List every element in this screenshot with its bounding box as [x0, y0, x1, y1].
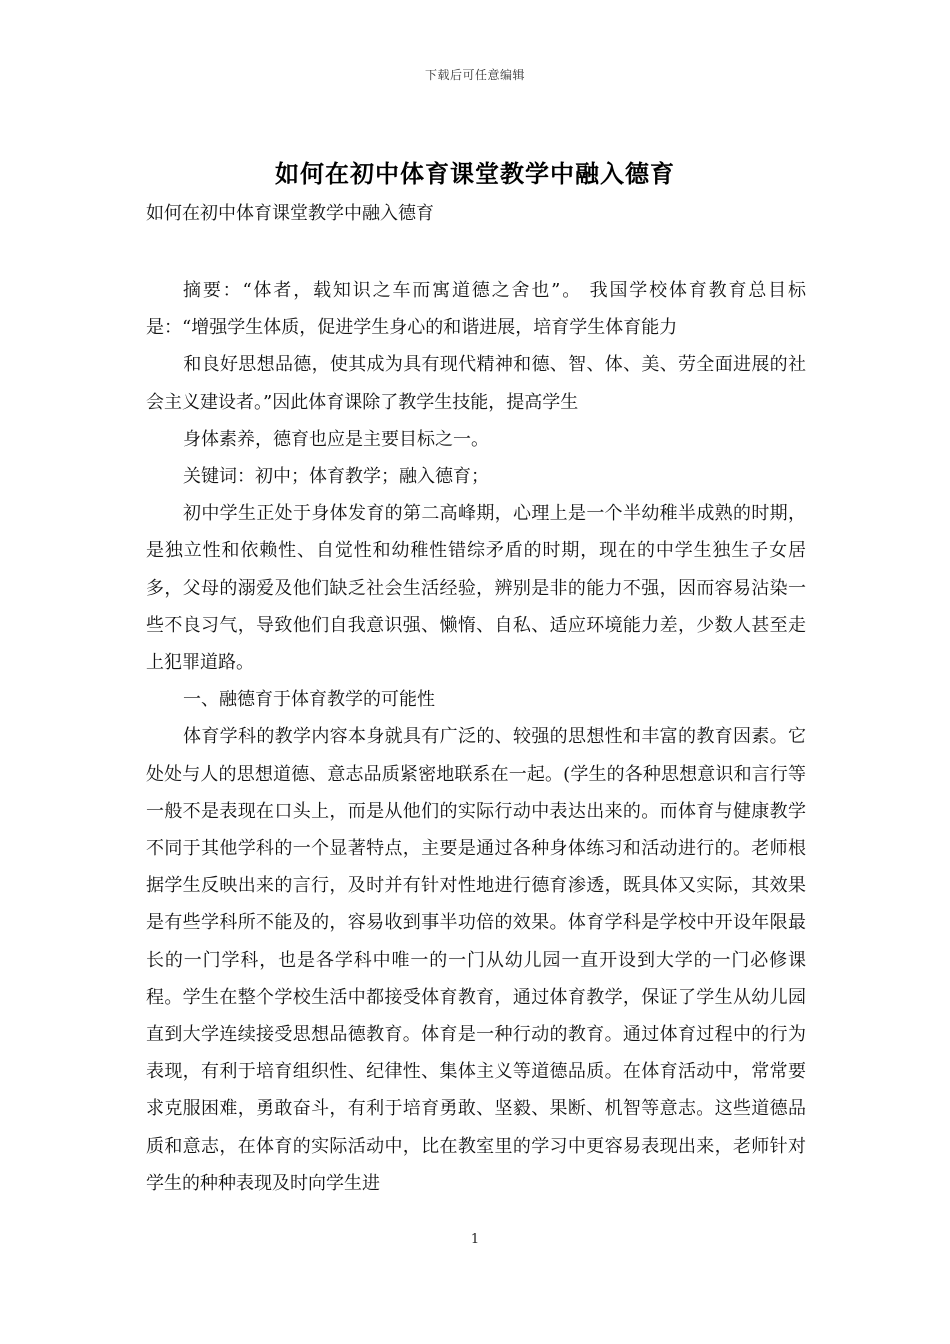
document-body	[146, 272, 806, 1202]
body-paragraph: 体育学科的教学内容本身就具有广泛的、较强的思想性和丰富的教育因素。它处处与人的思想道德、意志品质紧密地联系在一起。(学生的各种思想意识和言行等一般不是表现在口头上，而是从他们的实际行动中表达出来的。而体育与健康教学不同于其他学科的一个显著特点，主要是通过各种身体练习和活动进行的。老师根据学生反映出来的言行，及时并有针对性地进行德育渗透，既具体又实际，其效果是有些学科所不能及的，容易收到事半功倍的效果。体育学科是学校中开设年限最长的一门学科，也是各学科中唯一的一门从幼儿园一直开设到大学的一门必修课程。学生在整个学校生活中都接受体育教育，通过体育教学，保证了学生从幼儿园直到大学连续接受思想品德教育。体育是一种行动的教育。通过体育过程中的行为表现，有利于培育组织性、纪律性、集体主义等道德品质。在体育活动中，常常要求克服困难，勇敢奋斗，有利于培育勇敢、坚毅、果断、机智等意志。这些道德品质和意志，在体育的实际活动中，比在教室里的学习中更容易表现出来，老师针对学生的种种表现及时向学生进	[146, 726, 806, 1194]
section-heading: 一、融德育于体育教学的可能性	[183, 689, 435, 711]
abstract-continued-text: 和良好思想品德，使其成为具有现代精神和德、智、体、美、劳全面进展的社会主义建设者。”因此体育课除了教学生技能，提高学生	[146, 354, 806, 413]
header-note: 下载后可任意编辑	[424, 68, 525, 82]
body-paragraph: 初中学生正处于身体发育的第二高峰期，心理上是一个半幼稚半成熟的时期，是独立性和依赖性、自觉性和幼稚性错综矛盾的时期，现在的中学生独生子女居多，父母的溺爱及他们缺乏社会生活经验，辨别是非的能力不强，因而容易沾染一些不良习气，导致他们自我意识强、懒惰、自私、适应环境能力差，少数人甚至走上犯罪道路。	[146, 503, 806, 674]
abstract-paragraph-continued	[146, 346, 806, 420]
document-subtitle: 如何在初中体育课堂教学中融入德育	[146, 203, 434, 224]
abstract-paragraph: 摘要：“体者，载知识之车而寓道德之舍也”。 我国学校体育教育总目标是：“增强学生体质，促进学生身心的和谐进展，培育学生体育能力	[146, 280, 806, 339]
page-number: 1	[470, 1232, 480, 1247]
abstract-paragraph-end: 身体素养，德育也应是主要目标之一。	[183, 428, 489, 450]
document-title: 如何在初中体育课堂教学中融入德育	[275, 159, 675, 188]
keywords-paragraph: 关键词：初中；体育教学；融入德育；	[183, 466, 489, 488]
